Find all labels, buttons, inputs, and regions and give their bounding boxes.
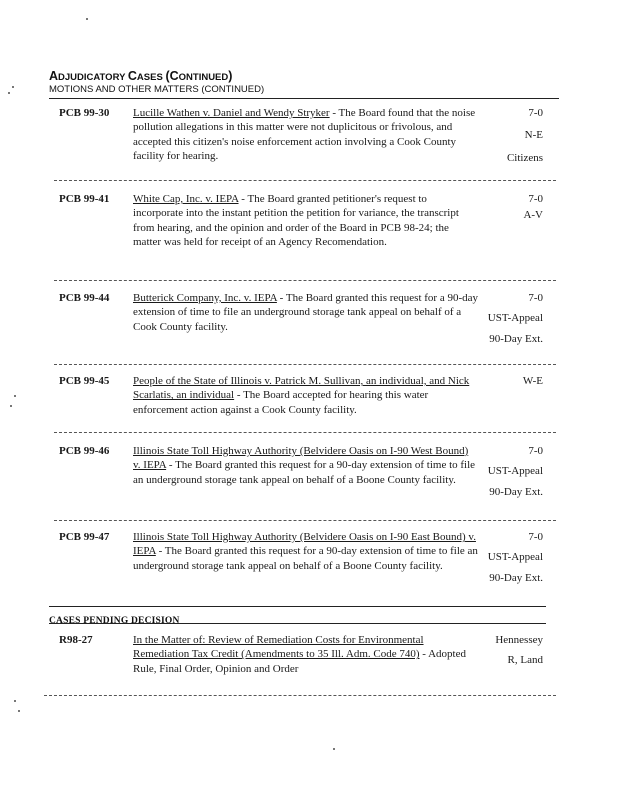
case-number: PCB 99-47 [59, 531, 110, 543]
vote-tally: 7-0 [528, 531, 543, 543]
pending-heading-rule [49, 623, 546, 624]
case-description [133, 633, 478, 676]
case-title: Lucille Wathen v. Daniel and Wendy Stryker [133, 107, 330, 119]
case-number: PCB 99-41 [59, 193, 110, 205]
scan-speck [86, 18, 88, 20]
case-type: A-V [523, 209, 543, 222]
case-votes [453, 291, 543, 346]
scan-speck [14, 700, 16, 702]
case-text: - The Board granted this request for a 90-day extension of time to file an underground storage tank appeal on behalf of a Cook County facility. [133, 292, 478, 333]
case-text: - The Board granted this request for a 90-day extension of time to file an underground storage tank appeal on behalf of a Boone County facility. [133, 545, 478, 572]
vote-tally: 7-0 [528, 292, 543, 304]
case-category: 90-Day Ext. [489, 332, 543, 345]
entry-divider [54, 280, 556, 281]
case-number: PCB 99-30 [59, 107, 110, 119]
case-title: Illinois State Toll Highway Authority (Belvidere Oasis on I-90 East Bound) v. IEPA [133, 531, 476, 558]
scan-speck [10, 405, 12, 407]
board-member: Hennessey [495, 634, 543, 646]
scan-speck [14, 395, 16, 397]
case-title: White Cap, Inc. v. IEPA [133, 193, 239, 205]
case-text: - The Board found that the noise pollution allegations in this matter were not duplicitous or frivolous, and accepted this citizen's noise enforcement action involving a Cook County facility for hearing. [133, 107, 476, 163]
case-title: In the Matter of: Review of Remediation Costs for Environmental Remediation Tax Credit (Amendments to 35 Ill. Adm. Code 740) [133, 634, 424, 661]
case-type: UST-Appeal [487, 465, 543, 478]
case-title: Butterick Company, Inc. v. IEPA [133, 292, 277, 304]
case-number: R98-27 [59, 634, 93, 646]
case-number: PCB 99-44 [59, 292, 110, 304]
case-votes [453, 192, 543, 223]
pending-heading: CASES PENDING DECISION [49, 616, 180, 626]
scan-speck [333, 748, 335, 750]
case-type: N-E [524, 129, 543, 142]
case-description [133, 374, 478, 417]
case-category: 90-Day Ext. [489, 571, 543, 584]
case-type: UST-Appeal [487, 551, 543, 564]
case-title: People of the State of Illinois v. Patrick M. Sullivan, an individual, and Nick Scarlatis, an individual [133, 375, 470, 402]
case-type: UST-Appeal [487, 312, 543, 325]
case-description [133, 106, 478, 164]
case-text: - The Board accepted for hearing this water enforcement action against a Cook County facility. [133, 389, 429, 416]
section-rule [49, 606, 546, 607]
case-description [133, 192, 478, 250]
case-text: - The Board granted this request for a 90-day extension of time to file an underground storage tank appeal on behalf of a Boone County facility. [133, 459, 476, 486]
case-votes [453, 444, 543, 499]
entry-divider [54, 432, 556, 433]
case-type: W-E [522, 375, 543, 387]
case-text: - The Board granted petitioner's request to incorporate into the instant petition the petition for variance, the transcript from hearing, and the opinion and order of the Board in PCB 98-24; the matter was held for receipt of an Agency Recomendation. [133, 193, 459, 249]
vote-tally: 7-0 [528, 193, 543, 205]
section-subtitle: MOTIONS AND OTHER MATTERS (CONTINUED) [49, 84, 265, 95]
scan-speck [12, 86, 14, 88]
case-description [133, 444, 478, 487]
case-text: - Adopted Rule, Final Order, Opinion and Order [133, 648, 466, 675]
entry-divider [54, 520, 556, 521]
case-votes [453, 106, 543, 165]
case-votes [453, 633, 543, 668]
entry-divider [54, 364, 556, 365]
scan-speck [18, 710, 20, 712]
case-title: Illinois State Toll Highway Authority (Belvidere Oasis on I-90 West Bound) v. IEPA [133, 445, 469, 472]
header-rule [49, 98, 559, 99]
entry-divider [54, 180, 556, 181]
case-number: PCB 99-45 [59, 375, 110, 387]
vote-tally: 7-0 [528, 107, 543, 119]
vote-tally: 7-0 [528, 445, 543, 457]
section-title: ADJUDICATORY CASES (CONTINUED) [49, 69, 233, 83]
case-description [133, 291, 478, 334]
board-member: R, Land [507, 654, 543, 667]
case-votes [453, 374, 543, 388]
case-votes [453, 530, 543, 585]
case-category: Citizens [506, 151, 543, 164]
case-description [133, 530, 478, 573]
case-number: PCB 99-46 [59, 445, 110, 457]
case-category: 90-Day Ext. [489, 485, 543, 498]
scan-speck [8, 92, 10, 94]
entry-divider [44, 695, 556, 696]
